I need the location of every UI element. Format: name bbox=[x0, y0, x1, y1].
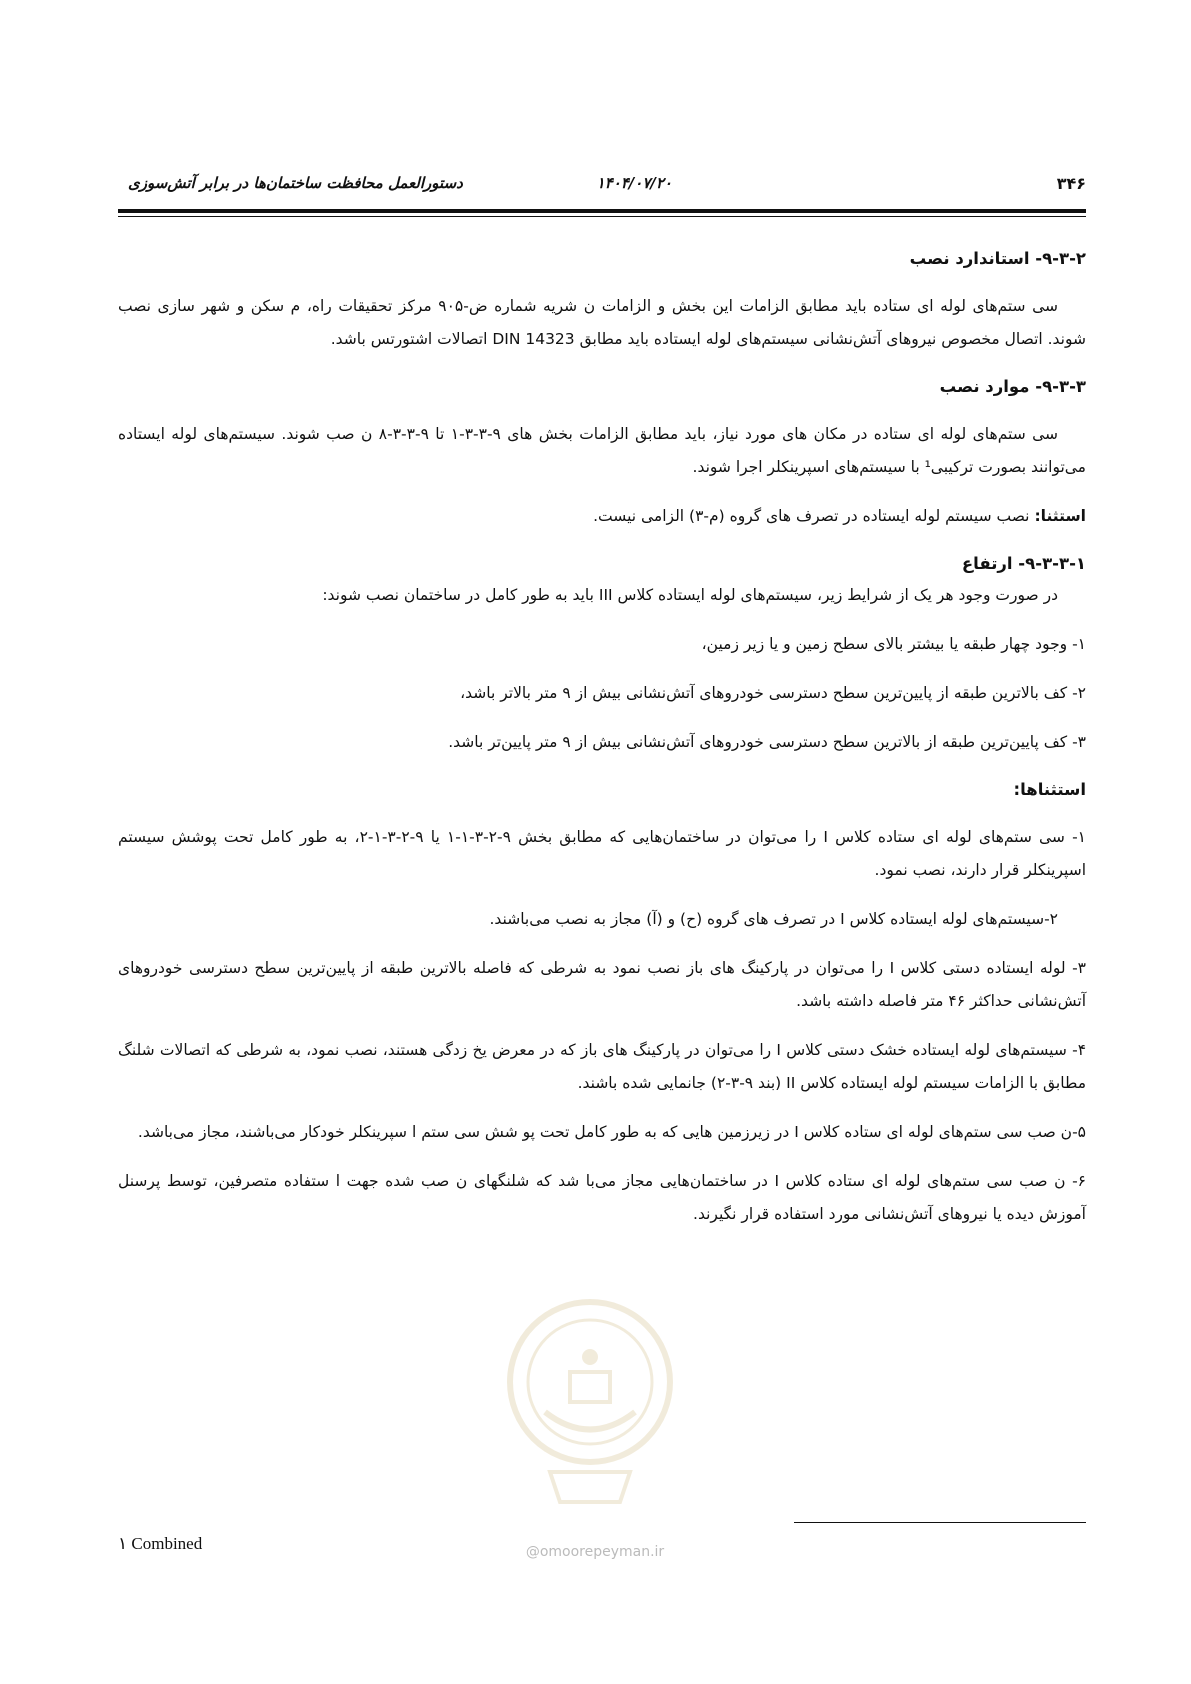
exception-paragraph bbox=[118, 500, 1086, 533]
list-item: ۳- کف پایین‌ترین طبقه از بالاترین سطح دسترسی خودروهای آتش‌نشانی بیش از ۹ متر پایین‌تر باشد. bbox=[448, 733, 1086, 751]
exception-item: ۲-سیستم‌های لوله ایستاده کلاس I در تصرف های گروه (ح) و (آ) مجاز به نصب می‌باشند. bbox=[489, 910, 1058, 928]
exception-item: ۳- لوله ایستاده دستی کلاس I را می‌توان در پارکینگ های باز نصب نمود به شرطی که فاصله بالاترین طبقه از پایین‌ترین سطح دسترسی خودروهای آتش‌نشانی حداکثر ۴۶ متر فاصله داشته باشد. bbox=[118, 959, 1086, 1010]
header-date: ۱۴۰۴/۰۷/۲۰ bbox=[596, 174, 672, 192]
page-header bbox=[118, 170, 1086, 200]
page-number: ۳۴۶ bbox=[1056, 174, 1086, 193]
watermark-logo-icon bbox=[490, 1262, 690, 1562]
section-heading: ۹-۳-۳-۱- ارتفاع bbox=[961, 554, 1086, 573]
exception-item: ۱- سی ستم‌های لوله ای ستاده کلاس I را می‌توان در ساختمان‌هایی که مطابق بخش ۹-۲-۳-۱-۱ یا ۹-۲-۳-۱-۲، به طور کامل تحت پوشش سیستم اسپرینکلر قرار دارند، نصب نمود. bbox=[118, 828, 1086, 879]
exceptions-heading: استثناها: bbox=[1013, 780, 1086, 799]
header-title: دستورالعمل محافظت ساختمان‌ها در برابر آتش‌سوزی bbox=[128, 174, 463, 192]
exception-item: ۵-ن صب سی ستم‌های لوله ای ستاده کلاس I در زیرزمین هایی که به طور کامل تحت پو شش سی ستم ا سپرینکلر خودکار می‌باشند، مجاز می‌باشد. bbox=[137, 1123, 1086, 1141]
exception-item: ۴- سیستم‌های لوله ایستاده خشک دستی کلاس I را می‌توان در پارکینگ های باز که در معرض یخ زدگی هستند، نصب نمود، به شرطی که اتصالات شلنگ مطابق با الزامات سیستم لوله ایستاده کلاس II (بند ۹-۳-۲) جانمایی شده باشند. bbox=[118, 1041, 1087, 1092]
watermark-text: @omoorepeyman.ir bbox=[525, 1544, 665, 1560]
exception-item: ۶- ن صب سی ستم‌های لوله ای ستاده کلاس I در ساختمان‌هایی مجاز می‌با شد که شلنگهای ن صب شده جهت ا ستفاده متصرفین، توسط پرسنل آموزش دیده یا نیروهای آتش‌نشانی مورد استفاده قرار نگیرند. bbox=[118, 1172, 1086, 1223]
document-body bbox=[118, 244, 1086, 1247]
exception-label: استثنا: bbox=[1034, 507, 1086, 525]
section-heading: ۹-۳-۳- موارد نصب bbox=[939, 377, 1086, 396]
exception-text: نصب سیستم لوله ایستاده در تصرف های گروه (م-۳) الزامی نیست. bbox=[593, 507, 1030, 525]
footnote: ١ Combined bbox=[118, 1534, 203, 1553]
footnote-rule bbox=[794, 1522, 1086, 1523]
section-heading: ۹-۳-۲- استاندارد نصب bbox=[909, 249, 1086, 268]
list-item: ۱- وجود چهار طبقه یا بیشتر بالای سطح زمین و یا زیر زمین، bbox=[701, 635, 1086, 653]
intro-paragraph: در صورت وجود هر یک از شرایط زیر، سیستم‌های لوله ایستاده کلاس III باید به طور کامل در ساختمان نصب شوند: bbox=[322, 586, 1058, 604]
header-rule-thin bbox=[118, 216, 1086, 217]
paragraph: سی ستم‌های لوله ای ستاده باید مطابق الزامات این بخش و الزامات ن شریه شماره ض-۹۰۵ مرکز تحقیقات راه، م سکن و شهر سازی نصب شوند. اتصال مخصوص نیروهای آتش‌نشانی سیستم‌های لوله ایستاده باید مطابق DIN 14323 اتصالات اشتورتس باشد. bbox=[118, 297, 1086, 348]
paragraph: سی ستم‌های لوله ای ستاده در مکان های مورد نیاز، باید مطابق الزامات بخش های ۹-۳-۳-۱ تا ۹-۳-۳-۸ ن صب شوند. سیستم‌های لوله ایستاده می‌توانند بصورت ترکیبی¹ با سیستم‌های اسپرینکلر اجرا شوند. bbox=[118, 425, 1086, 476]
list-item: ۲- کف بالاترین طبقه از پایین‌ترین سطح دسترسی خودروهای آتش‌نشانی بیش از ۹ متر بالاتر باشد، bbox=[460, 684, 1086, 702]
header-rule-thick bbox=[118, 209, 1086, 213]
